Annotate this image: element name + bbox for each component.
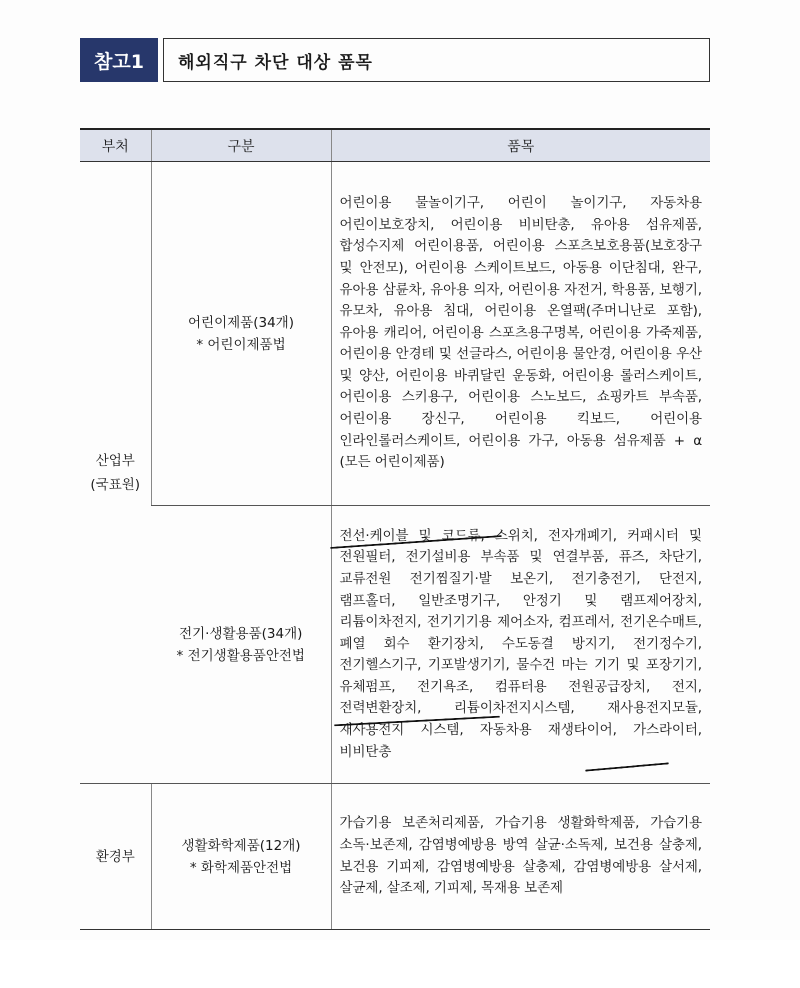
items-cell: 가습기용 보존처리제품, 가습기용 생활화학제품, 가습기용 소독·보존제, 감염병예방용 방역 살균·소독제, 보건용 살충제, 보건용 기피제, 감염병예방용 살충제, 감염병예방용 살서제, 살균제, 살조제, 기피제, 목재용 보존제: [331, 784, 710, 930]
table-row: [80, 162, 710, 506]
category-cell: [151, 162, 331, 506]
category-cell: [151, 506, 331, 784]
dept-name: 환경부: [95, 848, 135, 865]
reference-tag: 참고1: [80, 38, 158, 82]
category-law: * 화학제품안전법: [189, 859, 293, 876]
items-table: [80, 128, 710, 930]
table-row: [80, 784, 710, 930]
category-cell: [151, 784, 331, 930]
category-name: 어린이제품(34개): [188, 314, 294, 331]
column-header-dept: 부처: [80, 129, 151, 162]
column-header-items: 품목: [331, 129, 710, 162]
table-row: [80, 506, 710, 784]
dept-name: 산업부: [95, 452, 135, 469]
category-name: 생활화학제품(12개): [181, 837, 301, 854]
category-law: * 어린이제품법: [196, 336, 286, 353]
section-title: 해외직구 차단 대상 품목: [163, 38, 710, 82]
section-header: [80, 38, 710, 82]
category-name: 전기·생활용품(34개): [179, 625, 303, 642]
column-header-category: 구분: [151, 129, 331, 162]
dept-cell-environment: [80, 784, 151, 930]
table-header-row: [80, 129, 710, 162]
dept-cell-industry: [80, 162, 151, 784]
items-cell: 전선·케이블 및 코드류, 스위치, 전자개폐기, 커패시터 및 전원필터, 전기설비용 부속품 및 연결부품, 퓨즈, 차단기, 교류전원 전기찜질기·발 보온기, 전기충전기, 단전지, 램프홀더, 일반조명기구, 안정기 및 램프제어장치, 리튬이차전지, 전기기기용 제어소자, 컴프레서, 전기온수매트, 폐열 회수 환기장치, 수도동결 방지기, 전기정수기, 전기헬스기구, 기포발생기기, 물수건 마는 기기 및 포장기기, 유체펌프, 전기욕조, 컴퓨터용 전원공급장치, 전지, 전력변환장치, 리튬이차전지시스템, 재사용전지모듈, 재사용전지 시스템, 자동차용 재생타이어, 가스라이터, 비비탄총: [331, 506, 710, 784]
items-cell: 어린이용 물놀이기구, 어린이 놀이기구, 자동차용 어린이보호장치, 어린이용 비비탄총, 유아용 섬유제품, 합성수지제 어린이용품, 어린이용 스포츠보호용품(보호장구 및 안전모), 어린이용 스케이트보드, 아동용 이단침대, 완구, 유아용 삼륜차, 유아용 의자, 어린이용 자전거, 학용품, 보행기, 유모차, 유아용 침대, 어린이용 온열팩(주머니난로 포함), 유아용 캐리어, 어린이용 스포츠용구명복, 어린이용 가죽제품, 어린이용 안경테 및 선글라스, 어린이용 물안경, 어린이용 우산 및 양산, 어린이용 바퀴달린 운동화, 어린이용 롤러스케이트, 어린이용 스키용구, 어린이용 스노보드, 쇼핑카트 부속품, 어린이용 장신구, 어린이용 킥보드, 어린이용 인라인롤러스케이트, 어린이용 가구, 아동용 섬유제품 + α (모든 어린이제품): [331, 162, 710, 506]
category-law: * 전기생활용품안전법: [176, 647, 305, 664]
dept-agency: (국표원): [90, 476, 141, 493]
